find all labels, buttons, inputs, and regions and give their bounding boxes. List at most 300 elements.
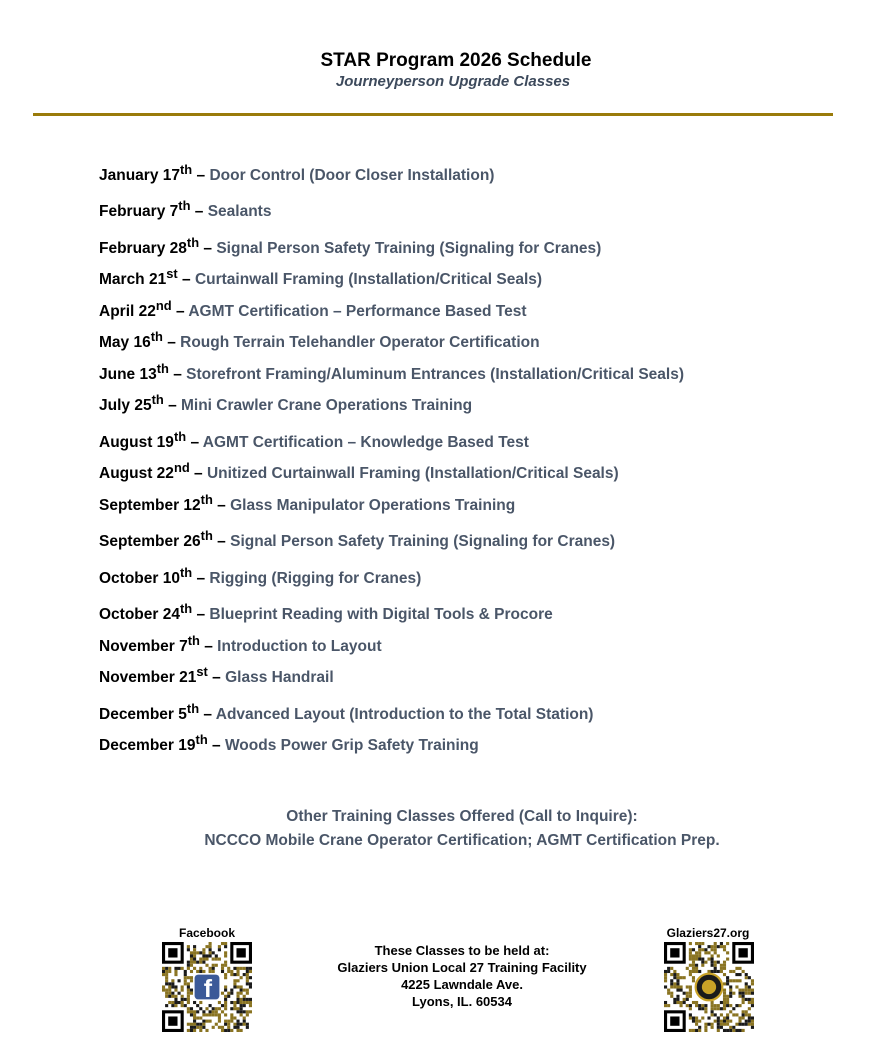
qr-module — [664, 979, 667, 982]
qr-module — [196, 961, 199, 964]
qr-module — [742, 970, 745, 973]
qr-module — [240, 1013, 243, 1016]
qr-module — [199, 1026, 202, 1029]
qr-module — [692, 961, 695, 964]
qr-module — [187, 989, 190, 992]
qr-module — [673, 982, 676, 985]
qr-module — [729, 992, 732, 995]
class-title: Mini Crawler Crane Operations Training — [181, 397, 473, 415]
schedule-item — [99, 390, 472, 416]
qr-module — [676, 998, 679, 1001]
qr-module — [664, 985, 667, 988]
schedule-item — [99, 458, 619, 484]
qr-module — [723, 1023, 726, 1026]
qr-module — [227, 967, 230, 970]
qr-module — [221, 967, 224, 970]
qr-module — [233, 973, 236, 976]
qr-module — [745, 985, 748, 988]
qr-module — [692, 958, 695, 961]
qr-module — [190, 961, 193, 964]
qr-module — [698, 1029, 701, 1032]
qr-module — [227, 1026, 230, 1029]
qr-module — [174, 1004, 177, 1007]
qr-module — [704, 1023, 707, 1026]
date-separator: – — [194, 203, 204, 221]
schedule-date: October 10 — [99, 570, 180, 588]
qr-module — [202, 958, 205, 961]
qr-module — [162, 989, 165, 992]
qr-module — [698, 1020, 701, 1023]
qr-module — [689, 992, 692, 995]
qr-module — [692, 954, 695, 957]
class-title: Sealants — [207, 203, 272, 221]
qr-module — [748, 1001, 751, 1004]
qr-module — [692, 967, 695, 970]
qr-module — [249, 967, 252, 970]
qr-module — [723, 1016, 726, 1019]
qr-module — [202, 954, 205, 957]
qr-module — [187, 992, 190, 995]
qr-module — [673, 998, 676, 1001]
schedule-item — [99, 296, 527, 322]
qr-module — [704, 1004, 707, 1007]
qr-module — [224, 976, 227, 979]
qr-module — [748, 992, 751, 995]
qr-module — [680, 1004, 683, 1007]
qr-module — [187, 998, 190, 1001]
qr-module — [240, 989, 243, 992]
qr-module — [738, 992, 741, 995]
schedule-date: August 22 — [99, 465, 174, 483]
qr-module — [193, 1029, 196, 1032]
qr-module — [246, 1013, 249, 1016]
location-facility: Glaziers Union Local 27 Training Facility — [337, 960, 587, 975]
qr-module — [745, 998, 748, 1001]
qr-module — [695, 967, 698, 970]
qr-module — [748, 1007, 751, 1010]
qr-module — [190, 1007, 193, 1010]
qr-module — [751, 998, 754, 1001]
date-separator: – — [196, 606, 206, 624]
qr-module — [748, 1013, 751, 1016]
qr-module — [680, 985, 683, 988]
location-street: 4225 Lawndale Ave. — [401, 977, 523, 992]
qr-module — [683, 1001, 686, 1004]
date-ordinal-suffix: st — [196, 664, 208, 679]
qr-module — [711, 958, 714, 961]
qr-module — [676, 979, 679, 982]
qr-module — [680, 1001, 683, 1004]
class-title: Introduction to Layout — [217, 638, 382, 656]
qr-module — [726, 1013, 729, 1016]
date-ordinal-suffix: nd — [173, 460, 190, 475]
qr-module — [233, 1016, 236, 1019]
qr-module — [202, 1020, 205, 1023]
qr-module — [742, 995, 745, 998]
qr-module — [680, 989, 683, 992]
qr-module — [689, 964, 692, 967]
qr-module — [240, 985, 243, 988]
qr-module — [199, 958, 202, 961]
schedule-item — [99, 359, 684, 385]
qr-module — [224, 1004, 227, 1007]
qr-module — [215, 1013, 218, 1016]
qr-module — [199, 961, 202, 964]
date-ordinal-suffix: th — [186, 235, 200, 250]
qr-module — [236, 992, 239, 995]
qr-module — [187, 964, 190, 967]
qr-module — [193, 1016, 196, 1019]
date-separator: – — [167, 334, 176, 352]
qr-module — [720, 1013, 723, 1016]
qr-module — [692, 964, 695, 967]
date-separator: – — [217, 533, 226, 551]
qr-module — [698, 970, 701, 973]
qr-module — [686, 992, 689, 995]
qr-module — [221, 970, 224, 973]
schedule-date: September 12 — [99, 497, 201, 515]
qr-module — [695, 942, 698, 945]
qr-module — [212, 951, 215, 954]
qr-module — [165, 976, 168, 979]
qr-module — [745, 982, 748, 985]
qr-module — [178, 992, 181, 995]
qr-module — [692, 1020, 695, 1023]
location-intro: These Classes to be held at: — [374, 943, 550, 958]
qr-module — [745, 1023, 748, 1026]
qr-module — [723, 992, 726, 995]
date-ordinal-suffix: th — [180, 162, 193, 177]
qr-module — [246, 1026, 249, 1029]
qr-module — [199, 1016, 202, 1019]
qr-module — [717, 961, 720, 964]
qr-module — [181, 995, 184, 998]
qr-module — [193, 1013, 196, 1016]
qr-module — [673, 985, 676, 988]
qr-module — [738, 1016, 741, 1019]
qr-module — [233, 985, 236, 988]
qr-module — [233, 1007, 236, 1010]
qr-module — [701, 1004, 704, 1007]
date-separator: – — [212, 669, 221, 687]
qr-module — [212, 1010, 215, 1013]
qr-module — [227, 1020, 230, 1023]
qr-module — [218, 1020, 221, 1023]
qr-module — [748, 1016, 751, 1019]
qr-module — [738, 989, 741, 992]
qr-module — [670, 967, 673, 970]
qr-module — [243, 967, 246, 970]
qr-module — [667, 1004, 670, 1007]
qr-module — [178, 979, 181, 982]
class-title: Blueprint Reading with Digital Tools & Procore — [209, 606, 553, 624]
qr-module — [720, 942, 723, 945]
qr-module — [246, 1023, 249, 1026]
qr-module — [698, 948, 701, 951]
qr-module — [227, 1029, 230, 1032]
union-seal-center — [702, 980, 716, 994]
qr-module — [246, 973, 249, 976]
qr-module — [704, 1007, 707, 1010]
qr-module — [209, 951, 212, 954]
qr-module — [202, 948, 205, 951]
date-ordinal-suffix: th — [186, 701, 200, 716]
qr-module — [171, 985, 174, 988]
qr-module — [717, 970, 720, 973]
qr-module — [212, 967, 215, 970]
qr-module — [215, 958, 218, 961]
qr-module — [209, 1010, 212, 1013]
qr-module — [686, 967, 689, 970]
schedule-date: November 21 — [99, 669, 197, 687]
qr-module — [227, 970, 230, 973]
qr-module — [230, 1016, 233, 1019]
qr-module — [218, 1016, 221, 1019]
website-label: Glaziers27.org — [666, 926, 750, 940]
qr-module — [729, 989, 732, 992]
qr-module — [689, 1013, 692, 1016]
qr-module — [240, 1029, 243, 1032]
qr-module — [745, 1020, 748, 1023]
qr-module — [714, 967, 717, 970]
qr-module — [723, 948, 726, 951]
qr-module — [670, 985, 673, 988]
qr-module — [240, 967, 243, 970]
schedule-date: December 5 — [99, 706, 187, 724]
qr-module — [689, 973, 692, 976]
qr-module — [162, 973, 165, 976]
qr-module — [726, 982, 729, 985]
qr-module — [249, 985, 252, 988]
qr-module — [714, 951, 717, 954]
qr-module — [171, 1001, 174, 1004]
qr-module — [735, 979, 738, 982]
qr-module — [689, 1004, 692, 1007]
class-title: Rigging (Rigging for Cranes) — [209, 570, 422, 588]
qr-module — [720, 945, 723, 948]
qr-module — [714, 970, 717, 973]
schedule-date: April 22 — [99, 303, 156, 321]
qr-module — [165, 982, 168, 985]
qr-module — [181, 998, 184, 1001]
qr-module — [190, 958, 193, 961]
qr-module — [224, 1029, 227, 1032]
qr-module — [670, 973, 673, 976]
qr-module — [711, 961, 714, 964]
qr-module — [717, 1016, 720, 1019]
qr-module — [745, 989, 748, 992]
schedule-date: January 17 — [99, 167, 180, 185]
schedule-date: September 26 — [99, 533, 201, 551]
qr-module — [751, 1016, 754, 1019]
schedule-date: December 19 — [99, 737, 196, 755]
class-title: Signal Person Safety Training (Signaling for Cranes) — [216, 240, 602, 258]
schedule-date: February 28 — [99, 240, 187, 258]
qr-module — [212, 970, 215, 973]
qr-module — [735, 1013, 738, 1016]
qr-module — [224, 954, 227, 957]
qr-module — [698, 958, 701, 961]
qr-module — [692, 1016, 695, 1019]
qr-module — [221, 1029, 224, 1032]
qr-module — [698, 951, 701, 954]
qr-module — [174, 973, 177, 976]
qr-module — [701, 961, 704, 964]
qr-module — [695, 1023, 698, 1026]
qr-module — [711, 1001, 714, 1004]
qr-module — [240, 992, 243, 995]
class-title: Curtainwall Framing (Installation/Critical Seals) — [194, 271, 543, 289]
qr-module — [230, 1007, 233, 1010]
qr-module — [726, 1029, 729, 1032]
qr-module — [209, 945, 212, 948]
qr-module — [233, 1001, 236, 1004]
date-ordinal-suffix: th — [179, 601, 193, 616]
schedule-date: May 16 — [99, 334, 151, 352]
qr-module — [711, 1010, 714, 1013]
qr-module — [742, 1010, 745, 1013]
qr-module — [236, 979, 239, 982]
qr-module — [233, 979, 236, 982]
qr-module — [193, 1026, 196, 1029]
qr-module — [246, 982, 249, 985]
qr-module — [218, 948, 221, 951]
qr-module — [218, 1007, 221, 1010]
other-training-details: NCCCO Mobile Crane Operator Certification; AGMT Certification Prep. — [204, 832, 720, 849]
qr-module — [717, 1026, 720, 1029]
qr-module — [745, 1013, 748, 1016]
qr-module — [711, 948, 714, 951]
qr-module — [187, 967, 190, 970]
schedule-item — [99, 490, 515, 516]
qr-module — [720, 1020, 723, 1023]
facebook-qr-code[interactable] — [162, 942, 252, 1032]
qr-module — [707, 951, 710, 954]
qr-module — [249, 1001, 252, 1004]
class-title: Storefront Framing/Aluminum Entrances (Installation/Critical Seals) — [186, 366, 684, 384]
qr-module — [689, 1007, 692, 1010]
qr-module — [190, 954, 193, 957]
qr-module — [187, 982, 190, 985]
qr-module — [711, 1004, 714, 1007]
qr-module — [673, 976, 676, 979]
qr-module — [243, 1020, 246, 1023]
qr-module — [249, 982, 252, 985]
qr-module — [723, 961, 726, 964]
qr-module — [723, 989, 726, 992]
qr-module — [174, 998, 177, 1001]
qr-module — [165, 992, 168, 995]
qr-module — [181, 989, 184, 992]
qr-module — [187, 1001, 190, 1004]
qr-module — [246, 970, 249, 973]
qr-module — [676, 1001, 679, 1004]
qr-module — [723, 945, 726, 948]
qr-module — [738, 995, 741, 998]
qr-module — [732, 1029, 735, 1032]
qr-module — [209, 942, 212, 945]
qr-module — [212, 964, 215, 967]
qr-module — [243, 1004, 246, 1007]
qr-module — [723, 964, 726, 967]
qr-module — [751, 992, 754, 995]
qr-module — [230, 1020, 233, 1023]
qr-module — [751, 1001, 754, 1004]
qr-module — [193, 1020, 196, 1023]
qr-module — [670, 995, 673, 998]
qr-module — [695, 1016, 698, 1019]
schedule-item — [99, 699, 593, 725]
qr-module — [751, 1023, 754, 1026]
qr-module — [726, 995, 729, 998]
qr-module — [240, 1010, 243, 1013]
qr-module — [735, 985, 738, 988]
class-title: Advanced Layout (Introduction to the Total Station) — [215, 706, 594, 724]
qr-module — [236, 1007, 239, 1010]
qr-module — [193, 1010, 196, 1013]
qr-module — [695, 1001, 698, 1004]
qr-module — [209, 1020, 212, 1023]
qr-module — [184, 998, 187, 1001]
qr-module — [205, 954, 208, 957]
qr-module — [171, 982, 174, 985]
other-training-heading: Other Training Classes Offered (Call to Inquire): — [286, 808, 638, 825]
qr-module — [683, 992, 686, 995]
qr-module — [246, 989, 249, 992]
date-ordinal-suffix: th — [150, 329, 163, 344]
qr-module — [215, 1007, 218, 1010]
date-separator: – — [203, 706, 213, 724]
qr-module — [723, 967, 726, 970]
qr-module — [729, 1010, 732, 1013]
qr-module — [240, 1007, 243, 1010]
qr-module — [215, 1010, 218, 1013]
qr-module — [230, 1029, 233, 1032]
class-title: Glass Handrail — [225, 669, 334, 687]
qr-module — [698, 945, 701, 948]
website-qr-code[interactable] — [664, 942, 754, 1032]
qr-module — [249, 998, 252, 1001]
qr-module — [218, 958, 221, 961]
qr-module — [212, 958, 215, 961]
facebook-label: Facebook — [178, 926, 235, 940]
qr-module — [224, 1013, 227, 1016]
qr-module — [748, 989, 751, 992]
qr-module — [184, 970, 187, 973]
qr-module — [196, 970, 199, 973]
qr-module — [714, 961, 717, 964]
qr-module — [732, 1007, 735, 1010]
qr-module — [190, 1026, 193, 1029]
qr-module — [190, 1023, 193, 1026]
qr-module — [698, 942, 701, 945]
qr-module — [209, 1013, 212, 1016]
schedule-item — [99, 599, 553, 625]
qr-module — [751, 989, 754, 992]
qr-module — [732, 992, 735, 995]
qr-module — [240, 976, 243, 979]
qr-module — [720, 1023, 723, 1026]
qr-module — [701, 1007, 704, 1010]
qr-module — [704, 1010, 707, 1013]
qr-module — [683, 998, 686, 1001]
qr-module — [686, 985, 689, 988]
date-separator: – — [204, 638, 213, 656]
qr-module — [673, 973, 676, 976]
qr-module — [199, 1001, 202, 1004]
qr-module — [202, 961, 205, 964]
qr-module — [193, 958, 196, 961]
